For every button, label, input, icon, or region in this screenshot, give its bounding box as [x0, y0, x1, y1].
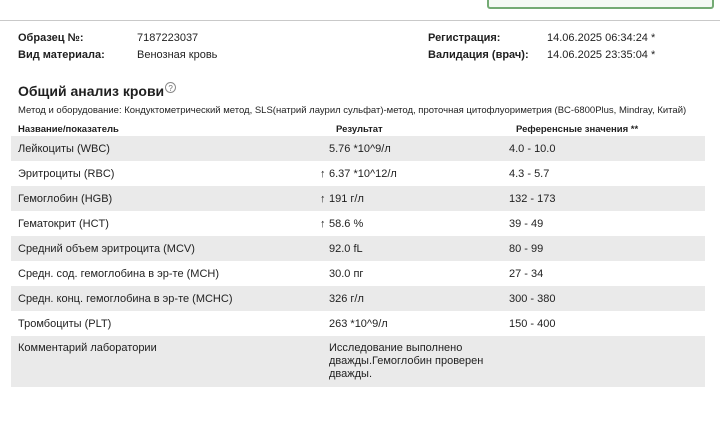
result-cell: 263 *10^9/л [329, 317, 388, 330]
reference-cell: 300 - 380 [509, 292, 556, 305]
validation-value: 14.06.2025 23:35:04 * [547, 49, 656, 61]
reference-cell: 27 - 34 [509, 267, 544, 280]
result-cell: ↑ 191 г/л [320, 192, 364, 205]
indicator-name-cell: Лейкоциты (WBC) [18, 142, 110, 155]
header-divider [0, 20, 720, 21]
reference-cell: 132 - 173 [509, 192, 556, 205]
table-row [11, 211, 705, 236]
high-flag-icon: ↑ [320, 217, 326, 230]
table-row [11, 136, 705, 161]
indicator-name-cell: Средн. сод. гемоглобина в эр-те (MCH) [18, 267, 220, 280]
dates-info-block [428, 30, 655, 64]
sample-number-row [18, 30, 217, 47]
result-cell: 326 г/л [329, 292, 364, 305]
result-cell: Исследование выполнено дважды.Гемоглобин проверен дважды. [329, 342, 484, 380]
table-body [0, 136, 720, 387]
indicator-name-cell: Тромбоциты (PLT) [18, 317, 112, 330]
indicator-name-cell: Комментарий лаборатории [18, 342, 157, 354]
table-header [0, 124, 720, 135]
table-row [11, 311, 705, 336]
sample-number-label: Образец №: [18, 32, 84, 44]
reference-cell: 4.3 - 5.7 [509, 167, 550, 180]
table-row [11, 336, 705, 387]
result-cell: 5.76 *10^9/л [329, 142, 391, 155]
validation-row [428, 47, 655, 64]
table-row [11, 261, 705, 286]
page-title: Общий анализ крови [18, 83, 165, 99]
table-row [11, 186, 705, 211]
indicator-name-cell: Эритроциты (RBC) [18, 167, 115, 180]
reference-cell: 80 - 99 [509, 242, 544, 255]
result-cell: 92.0 fL [329, 242, 363, 255]
table-row [11, 236, 705, 261]
reference-cell: 39 - 49 [509, 217, 544, 230]
material-type-row [18, 47, 217, 64]
sample-info-block [18, 30, 217, 64]
indicator-name-cell: Гематокрит (HCT) [18, 217, 109, 230]
help-icon[interactable]: ? [165, 82, 176, 93]
high-flag-icon: ↑ [320, 192, 326, 205]
material-type-value: Венозная кровь [137, 49, 218, 61]
result-cell: 30.0 пг [329, 267, 364, 280]
column-header-name: Название/показатель [18, 124, 119, 135]
reference-cell: 4.0 - 10.0 [509, 142, 556, 155]
indicator-name-cell: Гемоглобин (HGB) [18, 192, 113, 205]
registration-label: Регистрация: [428, 32, 501, 44]
section-title-row [18, 83, 176, 101]
result-cell: ↑ 58.6 % [320, 217, 364, 230]
registration-value: 14.06.2025 06:34:24 * [547, 32, 656, 44]
result-cell: ↑ 6.37 *10^12/л [320, 167, 397, 180]
high-flag-icon: ↑ [320, 167, 326, 180]
material-type-label: Вид материала: [18, 49, 105, 61]
reference-cell: 150 - 400 [509, 317, 556, 330]
table-row [11, 286, 705, 311]
indicator-name-cell: Средний объем эритроцита (MCV) [18, 242, 195, 255]
indicator-name-cell: Средн. конц. гемоглобина в эр-те (MCHC) [18, 292, 233, 305]
sample-number-value: 7187223037 [137, 32, 199, 44]
top-action-button[interactable] [487, 0, 714, 9]
table-row [11, 161, 705, 186]
method-note: Метод и оборудование: Кондуктометрический метод, SLS(натрий лаурил сульфат)-метод, проточная цитофлуориметрия (BC-6800Plus, Mindray, Китай) [18, 105, 687, 116]
column-header-reference: Референсные значения ** [516, 124, 639, 135]
validation-label: Валидация (врач): [428, 49, 529, 61]
registration-row [428, 30, 655, 47]
column-header-result: Результат [336, 124, 383, 135]
